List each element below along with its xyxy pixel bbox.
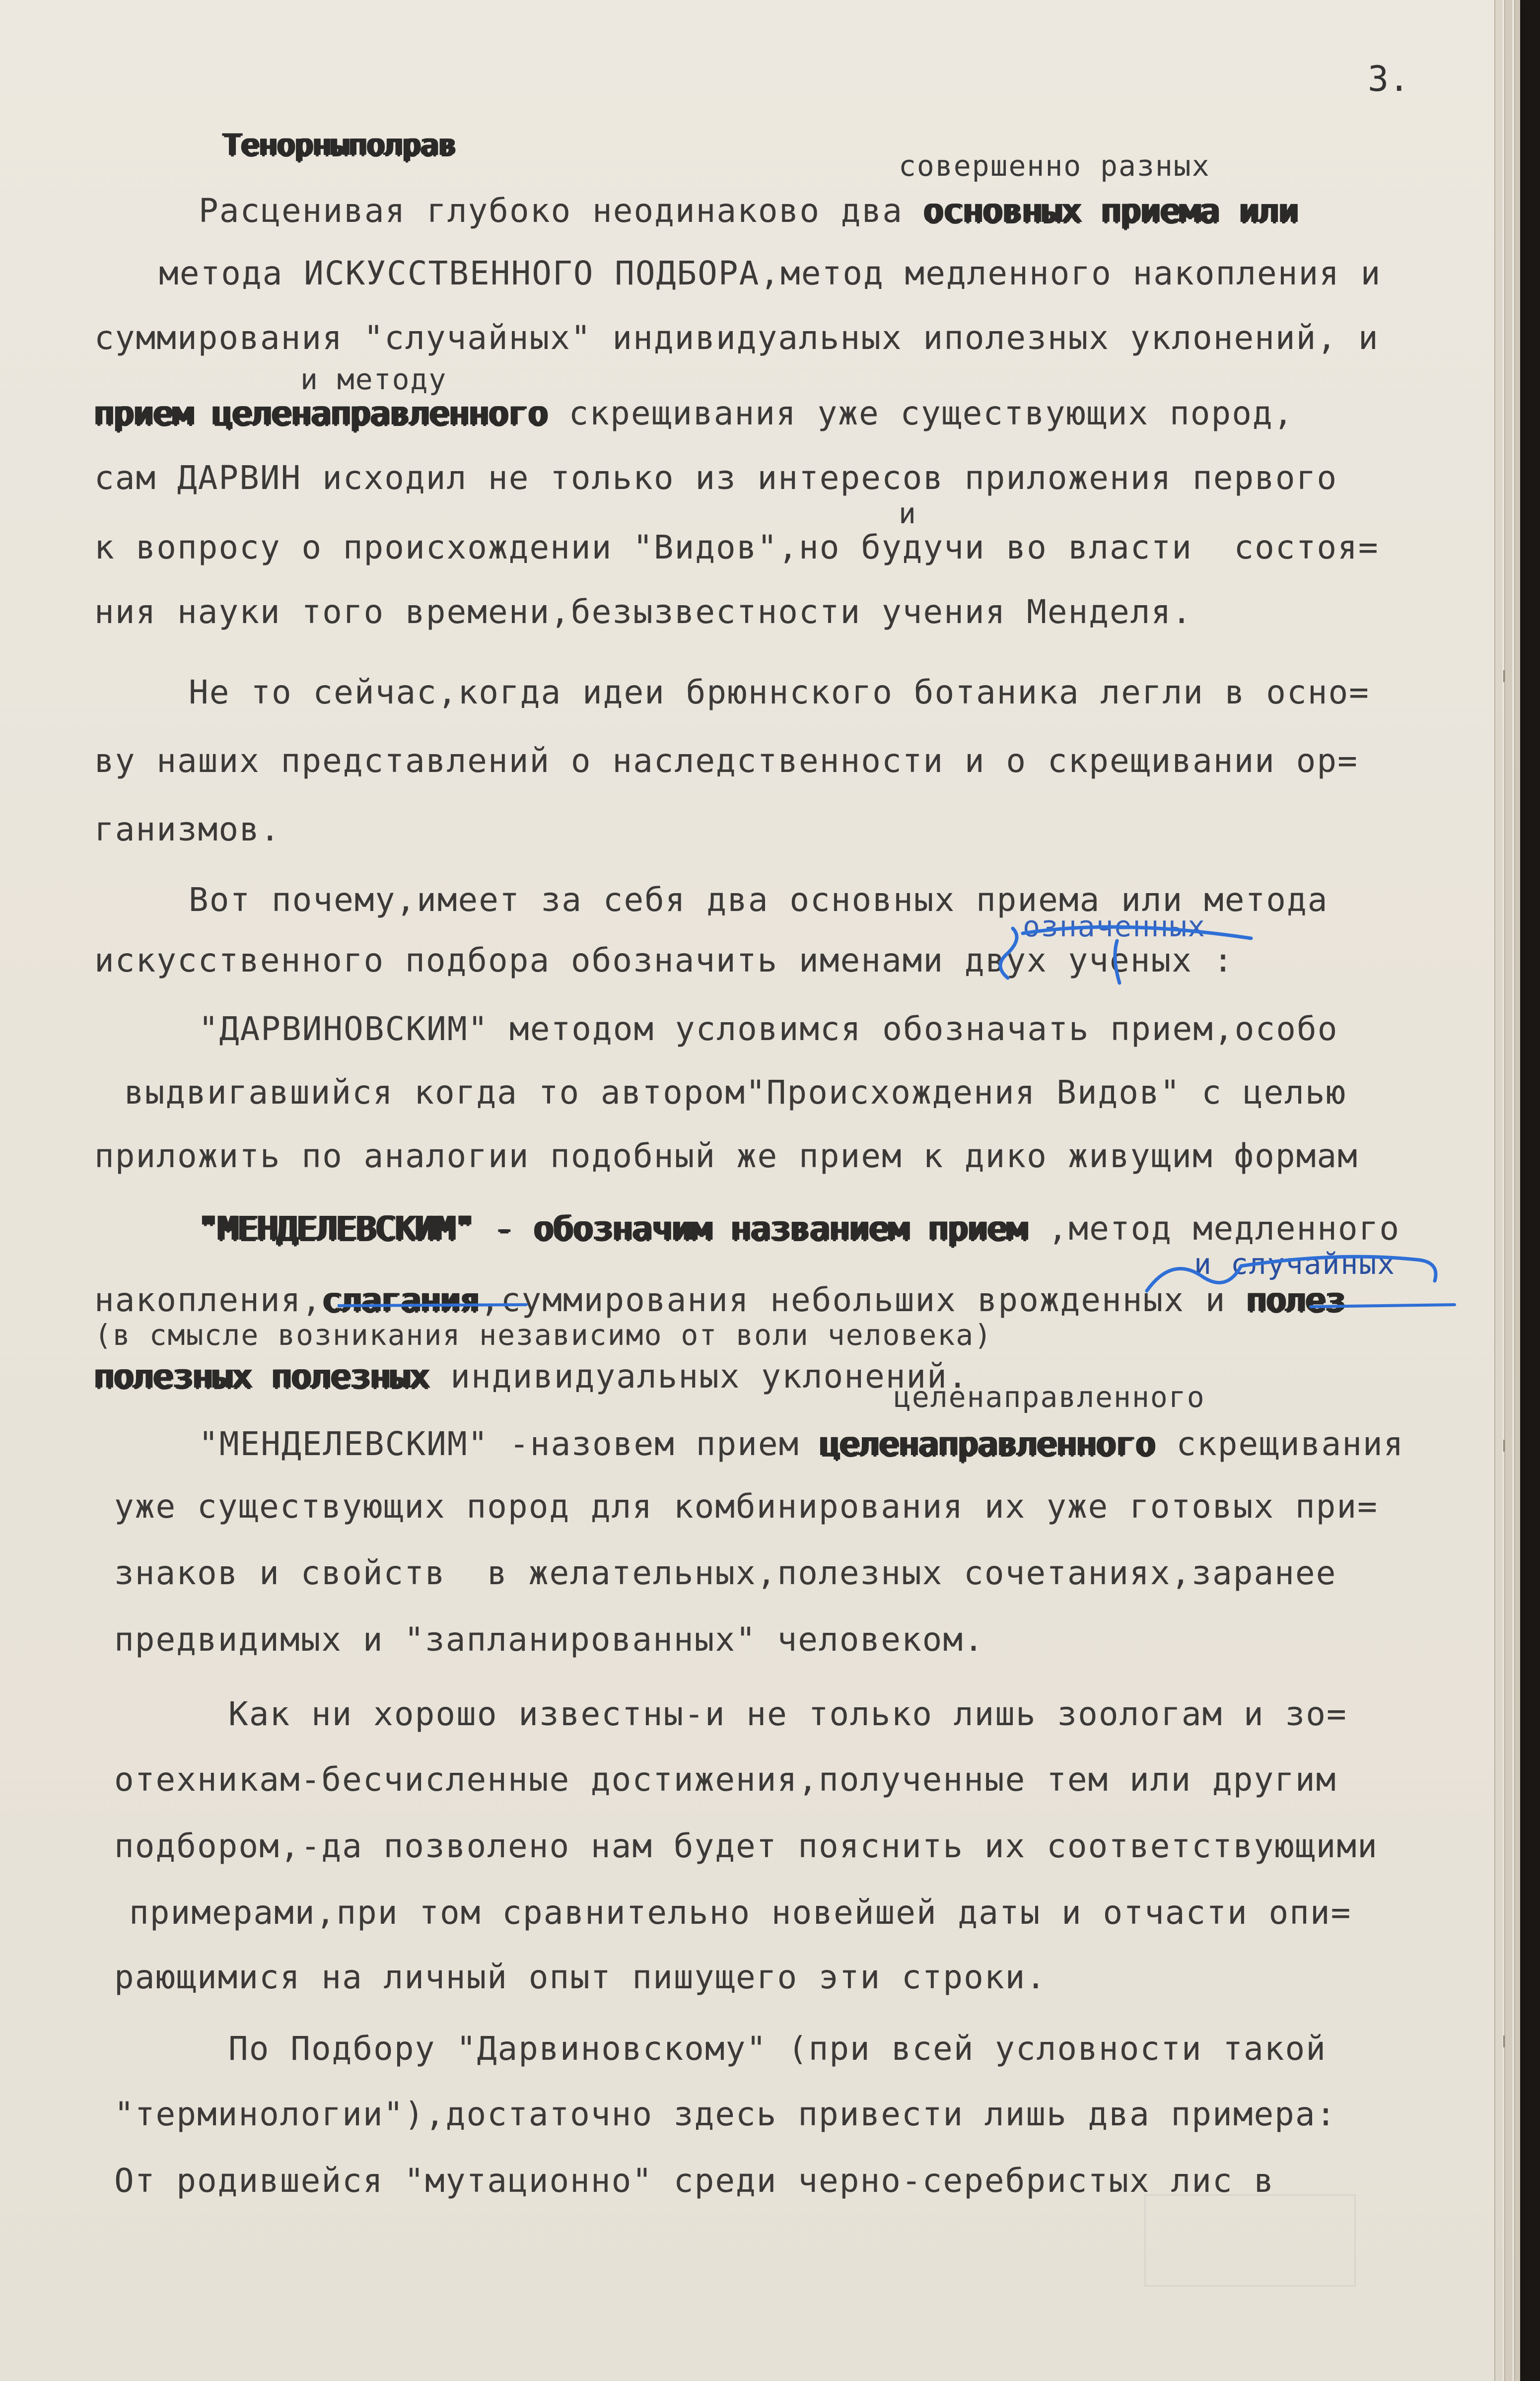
line-5: сам ДАРВИН исходил не только из интересов приложения первого xyxy=(94,459,1338,497)
line-8: Не то сейчас,когда идеи брюннского ботаника легли в осно= xyxy=(189,673,1370,711)
line-28: рающимися на личный опыт пишущего эти строки. xyxy=(114,1958,1047,1996)
line-23: предвидимых и "запланированных" человеком. xyxy=(114,1620,984,1659)
struck-text: слагания xyxy=(322,1281,480,1319)
line-9: ву наших представлений о наследственности и о скрещивании ор= xyxy=(94,742,1358,780)
line-18: (в смысле возникания независимо от воли человека) xyxy=(94,1318,993,1352)
line-29: По Подбору "Дарвиновскому" (при всей условности такой xyxy=(228,2030,1327,2068)
insert-above-line-17: и случайных xyxy=(1194,1247,1396,1281)
page-number: 3. xyxy=(1368,59,1410,99)
line-14: выдвигавшийся когда то автором"Происхождения Видов" с целью xyxy=(124,1073,1347,1112)
line-6: к вопросу о происхождении "Видов",но будучи во власти состоя= xyxy=(94,528,1379,566)
struck-text: полез xyxy=(1247,1281,1345,1319)
struck-text: целенаправленного xyxy=(820,1425,1156,1463)
line-13: "ДАРВИНОВСКИМ" методом условимся обозначать прием,особо xyxy=(199,1010,1338,1048)
insert-above-line-4: и методу xyxy=(300,362,447,396)
line-1: Расценивая глубоко неодинаково два основных приема или xyxy=(199,192,1299,230)
line-17: накопления,слагания,суммирования небольших врожденных и полез xyxy=(94,1281,1345,1319)
line-24: Как ни хорошо известны-и не только лишь зоологам и зо= xyxy=(228,1695,1347,1733)
line-20: "МЕНДЕЛЕВСКИМ" -назовем прием целенаправленного скрещивания xyxy=(199,1425,1404,1463)
line-27: примерами,при том сравнительно новейшей даты и отчасти опи= xyxy=(129,1893,1352,1932)
line-7: ния науки того времени,безызвестности учения Менделя. xyxy=(94,593,1192,631)
line-25: отехникам-бесчисленные достижения,полученные тем или другим xyxy=(114,1760,1337,1799)
line-15: приложить по аналогии подобный же прием к дико живущим формам xyxy=(94,1137,1358,1175)
line-12: искусственного подбора обозначить именами двух ученых : xyxy=(94,941,1234,980)
insert-above-line-20: целенаправленного xyxy=(894,1380,1205,1414)
line-22: знаков и свойств в желательных,полезных сочетаниях,заранее xyxy=(114,1554,1337,1592)
sheet-edge xyxy=(1514,0,1520,2381)
line-30: "терминологии"),достаточно здесь привести лишь два примера: xyxy=(114,2095,1337,2133)
line-2: метода ИСКУССТВЕННОГО ПОДБОРА,метод медленного накопления и xyxy=(159,254,1382,292)
struck-text: прием целенаправленного xyxy=(94,394,548,432)
line-21: уже существующих пород для комбинирования их уже готовых при= xyxy=(114,1487,1378,1526)
line-26: подбором,-да позволено нам будет пояснить их соответствующими xyxy=(114,1827,1378,1865)
insert-above-line-6: и xyxy=(899,496,917,530)
sheet-edge xyxy=(1504,0,1512,2381)
archive-stamp xyxy=(1144,2194,1356,2287)
struck-text: основных приема или xyxy=(923,192,1299,230)
struck-text: полезных полезных xyxy=(94,1357,430,1396)
sheet-edge xyxy=(1494,0,1502,2381)
margin-tick xyxy=(1503,670,1505,682)
margin-tick xyxy=(1503,1440,1505,1452)
line-10: ганизмов. xyxy=(94,810,281,848)
line-19: полезных полезных индивидуальных уклонений. xyxy=(94,1357,969,1396)
margin-tick xyxy=(1503,2035,1505,2047)
line-16: "МЕНДЕЛЕВСКИМ" - обозначим названием прием ,метод медленного xyxy=(199,1209,1400,1248)
insert-above-line-12: означенных xyxy=(1023,910,1206,943)
insert-above-line-1: совершенно разных xyxy=(899,149,1210,183)
line-11: Вот почему,имеет за себя два основных приема или метода xyxy=(189,881,1329,919)
struck-text: "МЕНДЕЛЕВСКИМ" - обозначим названием прием xyxy=(199,1209,1027,1248)
line-4: прием целенаправленного скрещивания уже существующих пород, xyxy=(94,394,1294,432)
line-3: суммирования "случайных" индивидуальных иполезных уклонений, и xyxy=(94,319,1379,357)
header-struck-text: Тенорныполрав xyxy=(223,128,457,162)
line-31: От родившейся "мутационно" среди черно-серебристых лис в xyxy=(114,2162,1275,2200)
